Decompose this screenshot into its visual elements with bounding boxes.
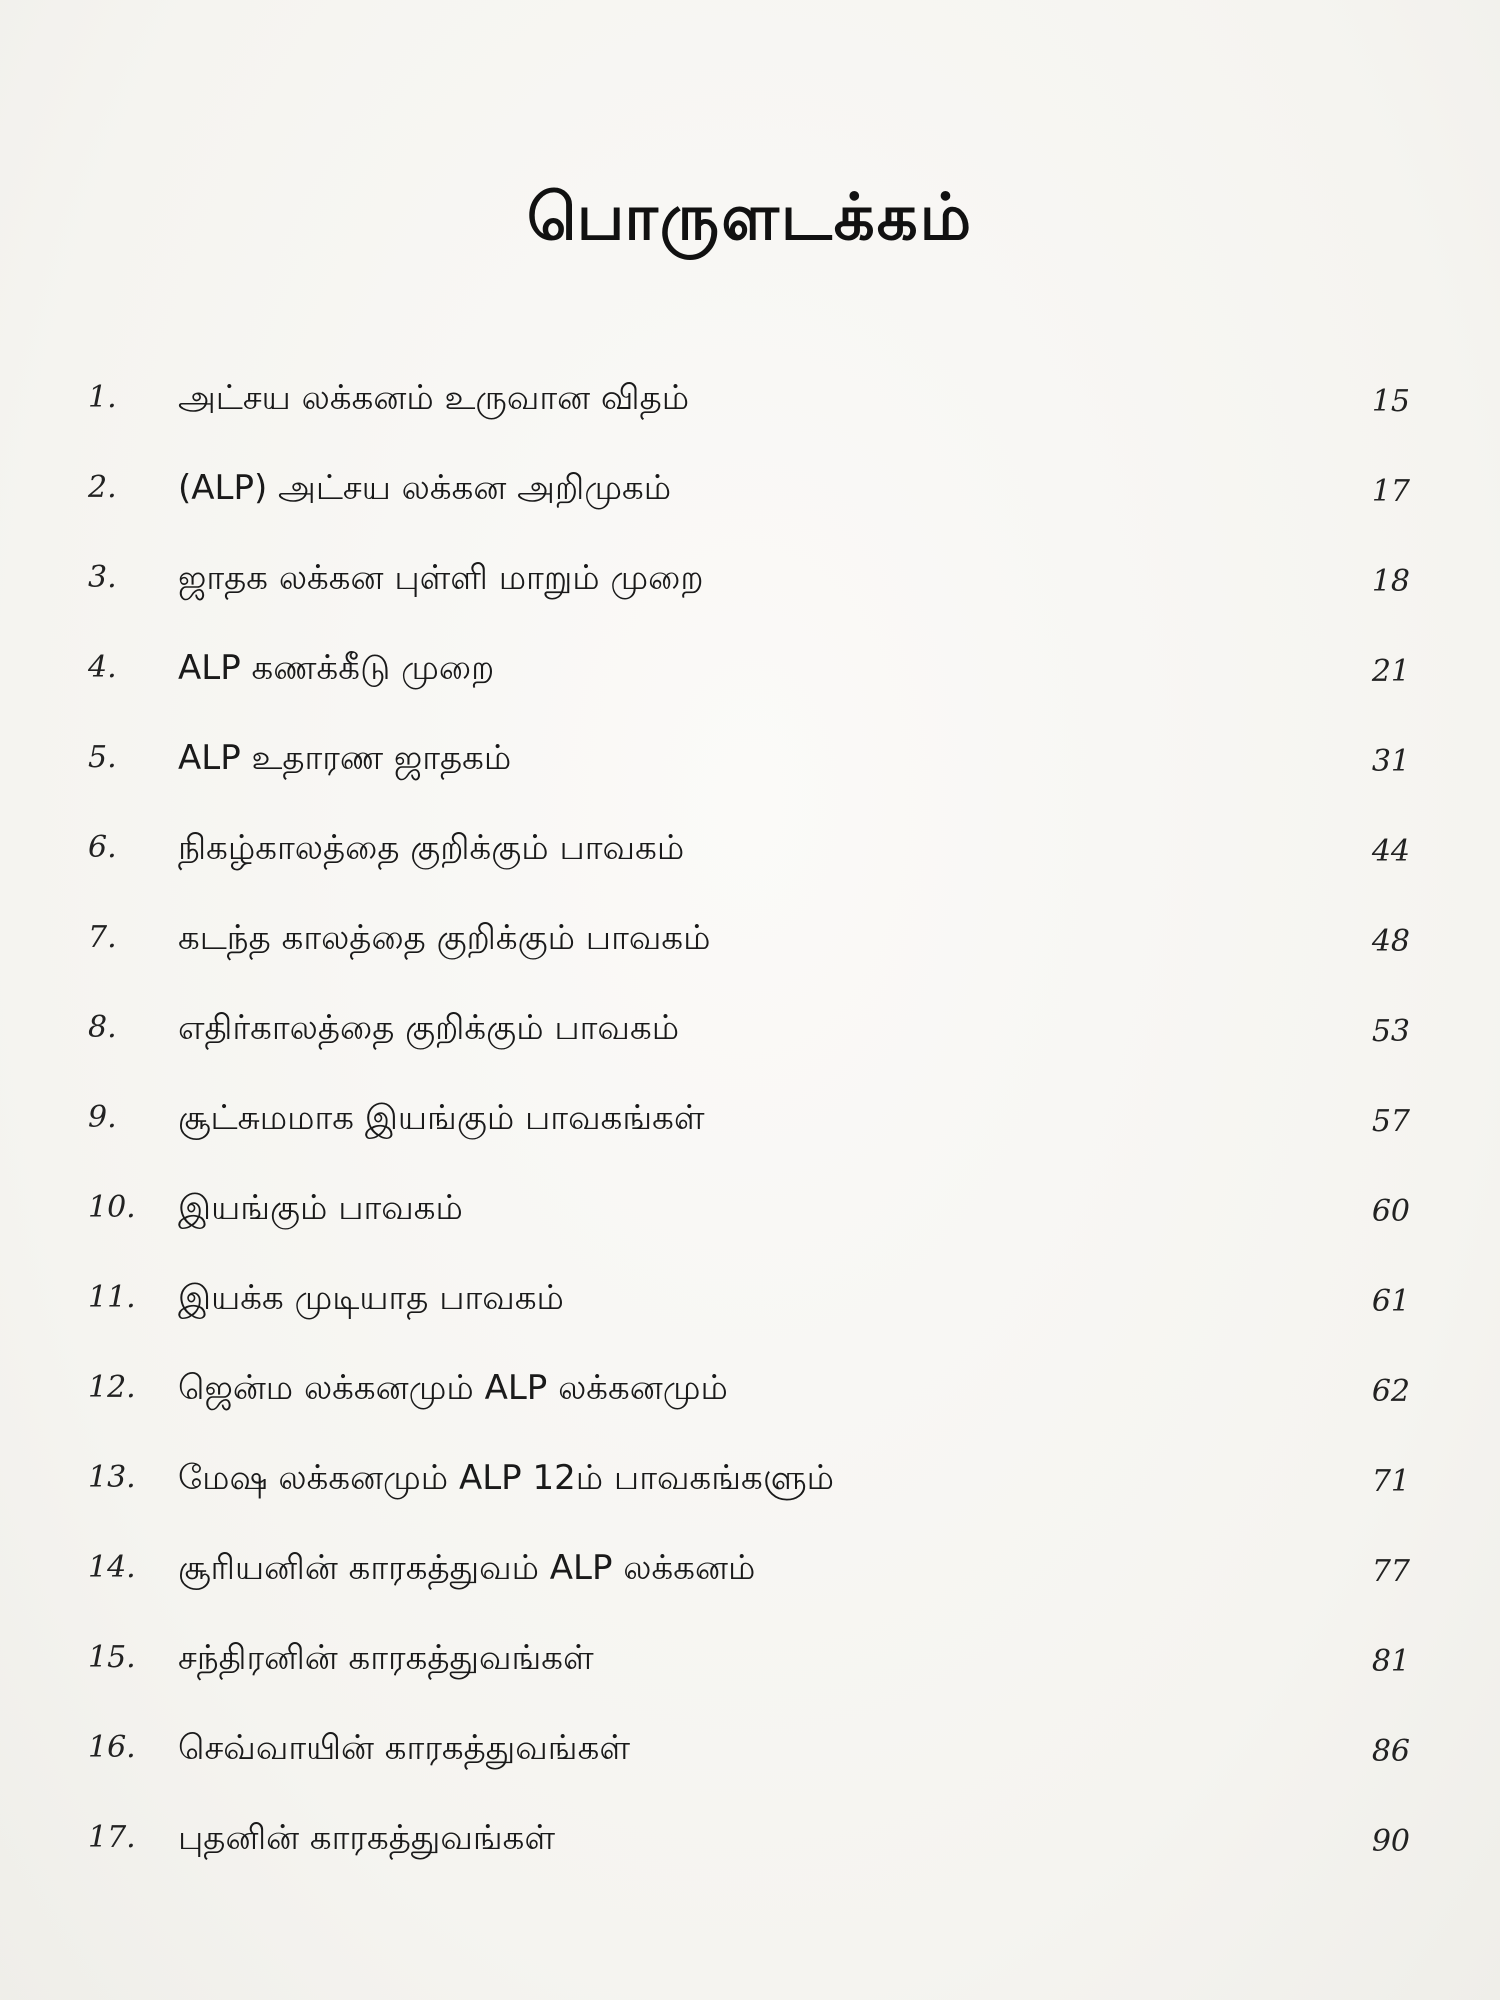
toc-entry-13 <box>0 1448 1500 1538</box>
toc-entry-14 <box>0 1538 1500 1628</box>
entry-page-number: 60 <box>1371 1194 1410 1229</box>
entry-page-number: 90 <box>1371 1824 1410 1859</box>
entry-title: ஜென்ம லக்கனமும் ALP லக்கனமும் <box>178 1368 728 1408</box>
entry-number: 16. <box>88 1730 136 1765</box>
entry-number: 12. <box>88 1370 136 1405</box>
toc-entry-1 <box>0 368 1500 458</box>
entry-page-number: 48 <box>1371 924 1410 959</box>
entry-page-number: 61 <box>1371 1284 1410 1319</box>
entry-number: 6. <box>88 830 117 865</box>
entry-number: 15. <box>88 1640 136 1675</box>
entry-title: செவ்வாயின் காரகத்துவங்கள் <box>178 1728 631 1768</box>
toc-entry-2 <box>0 458 1500 548</box>
entry-page-number: 86 <box>1371 1734 1410 1769</box>
entry-page-number: 53 <box>1371 1014 1410 1049</box>
entry-number: 13. <box>88 1460 136 1495</box>
entry-page-number: 71 <box>1371 1464 1410 1499</box>
toc-entry-15 <box>0 1628 1500 1718</box>
entry-page-number: 21 <box>1371 654 1410 689</box>
entry-number: 14. <box>88 1550 136 1585</box>
entry-page-number: 44 <box>1371 834 1410 869</box>
entry-number: 11. <box>88 1280 136 1315</box>
toc-entry-12 <box>0 1358 1500 1448</box>
toc-entry-3 <box>0 548 1500 638</box>
entry-title: மேஷ லக்கனமும் ALP 12ம் பாவகங்களும் <box>178 1458 835 1498</box>
entry-title: இயக்க முடியாத பாவகம் <box>178 1278 564 1318</box>
toc-entry-9 <box>0 1088 1500 1178</box>
table-of-contents <box>0 368 1500 1898</box>
entry-title: இயங்கும் பாவகம் <box>178 1188 463 1228</box>
entry-title: நிகழ்காலத்தை குறிக்கும் பாவகம் <box>178 828 685 868</box>
toc-entry-5 <box>0 728 1500 818</box>
entry-number: 4. <box>88 650 117 685</box>
entry-title: கடந்த காலத்தை குறிக்கும் பாவகம் <box>178 918 711 958</box>
entry-title: ALP உதாரண ஜாதகம் <box>178 738 512 778</box>
toc-entry-6 <box>0 818 1500 908</box>
entry-number: 9. <box>88 1100 117 1135</box>
entry-number: 5. <box>88 740 117 775</box>
toc-entry-4 <box>0 638 1500 728</box>
entry-page-number: 57 <box>1371 1104 1410 1139</box>
entry-title: ஜாதக லக்கன புள்ளி மாறும் முறை <box>178 558 704 598</box>
entry-number: 7. <box>88 920 117 955</box>
entry-title: எதிர்காலத்தை குறிக்கும் பாவகம் <box>178 1008 680 1048</box>
entry-title: சந்திரனின் காரகத்துவங்கள் <box>178 1638 594 1678</box>
toc-entry-7 <box>0 908 1500 998</box>
entry-page-number: 62 <box>1371 1374 1410 1409</box>
page-title: பொருளடக்கம் <box>526 180 974 255</box>
toc-entry-17 <box>0 1808 1500 1898</box>
entry-title: சூரியனின் காரகத்துவம் ALP லக்கனம் <box>178 1548 756 1588</box>
toc-entry-16 <box>0 1718 1500 1808</box>
entry-number: 1. <box>88 380 117 415</box>
toc-entry-11 <box>0 1268 1500 1358</box>
entry-title: ALP கணக்கீடு முறை <box>178 648 495 688</box>
entry-page-number: 17 <box>1371 474 1410 509</box>
entry-page-number: 77 <box>1371 1554 1410 1589</box>
entry-number: 10. <box>88 1190 136 1225</box>
entry-number: 2. <box>88 470 117 505</box>
entry-number: 8. <box>88 1010 117 1045</box>
entry-number: 3. <box>88 560 117 595</box>
entry-page-number: 15 <box>1371 384 1410 419</box>
entry-page-number: 18 <box>1371 564 1410 599</box>
entry-page-number: 31 <box>1371 744 1410 779</box>
entry-title: அட்சய லக்கனம் உருவான விதம் <box>178 378 690 418</box>
entry-number: 17. <box>88 1820 136 1855</box>
entry-page-number: 81 <box>1371 1644 1410 1679</box>
entry-title: புதனின் காரகத்துவங்கள் <box>178 1818 556 1858</box>
entry-title: (ALP) அட்சய லக்கன அறிமுகம் <box>178 468 672 508</box>
entry-title: சூட்சுமமாக இயங்கும் பாவகங்கள் <box>178 1098 705 1138</box>
toc-entry-8 <box>0 998 1500 1088</box>
toc-entry-10 <box>0 1178 1500 1268</box>
